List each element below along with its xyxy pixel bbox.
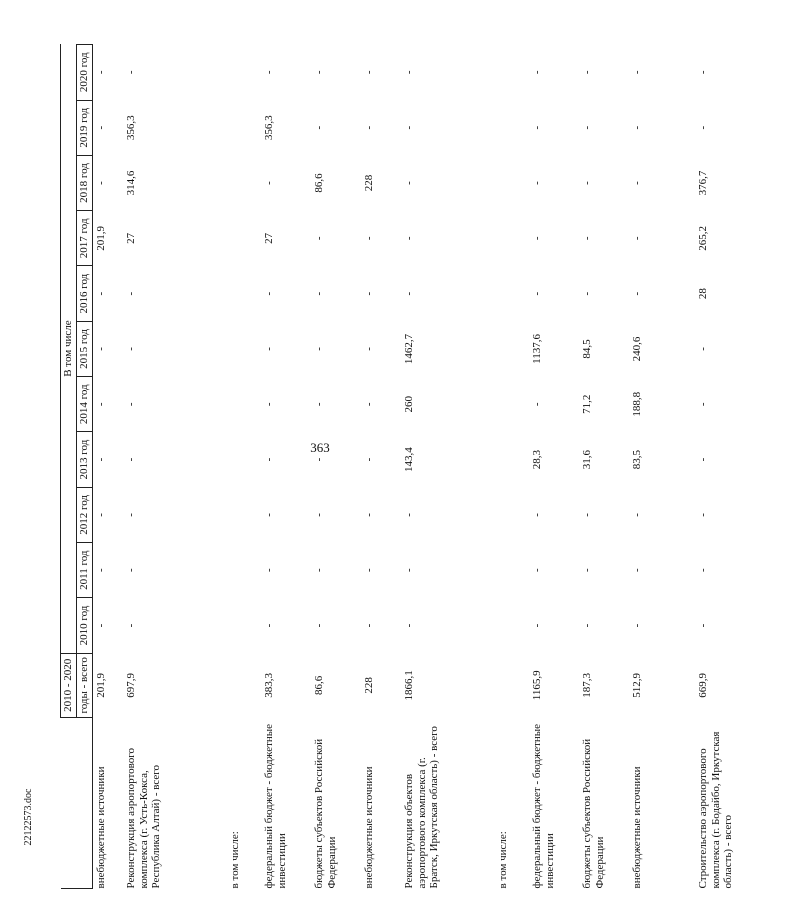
row-value-2020-год: - [361,45,401,101]
row-value-2019-год: - [629,100,695,155]
rotated-table-container [60,19,620,889]
row-value-2017-год: 27 [261,211,311,266]
row-value-2010-год: - [93,598,124,653]
row-total: 1165,9 [529,653,579,717]
row-value-2015-год: 84,5 [579,321,629,376]
row-value-2019-год: - [579,100,629,155]
row-value-2012-год [227,487,261,542]
row-value-2019-год: - [401,100,495,155]
row-value-2010-год: - [579,598,629,653]
row-value-2013-год: 83,5 [629,432,695,487]
header-total-line1: 2010 - 2020 [61,653,77,717]
row-value-2020-год: - [123,45,227,101]
row-value-2018-год: - [93,155,124,210]
table-row [311,45,361,889]
row-total: 669,9 [695,653,789,717]
table-row [123,45,227,889]
row-value-2020-год [227,45,261,101]
row-value-2013-год: 28,3 [529,432,579,487]
row-value-2018-год: 86,6 [311,155,361,210]
row-total: 383,3 [261,653,311,717]
row-total: 512,9 [629,653,695,717]
row-value-2013-год: - [261,432,311,487]
row-value-2015-год: - [93,321,124,376]
row-value-2013-год: 31,6 [579,432,629,487]
table-row [629,45,695,889]
row-label: в том числе: [227,718,261,889]
row-value-2012-год: - [579,487,629,542]
row-value-2017-год [495,211,529,266]
row-value-2015-год [227,321,261,376]
row-value-2019-год: - [93,100,124,155]
row-value-2017-год: - [579,211,629,266]
row-value-2013-год: - [93,432,124,487]
row-value-2010-год [495,598,529,653]
row-value-2016-год: - [123,266,227,321]
row-value-2017-год: 27 [123,211,227,266]
row-total: 1866,1 [401,653,495,717]
row-value-2013-год: - [695,432,789,487]
row-value-2015-год: 1462,7 [401,321,495,376]
row-value-2016-год: - [311,266,361,321]
row-value-2014-год: 260 [401,377,495,432]
row-value-2014-год: - [361,377,401,432]
row-label: бюджеты субъектов Российской Федерации [579,718,629,889]
row-value-2014-год: - [261,377,311,432]
header-year: 2015 год [77,321,93,376]
table-row [401,45,495,889]
row-value-2019-год [495,100,529,155]
row-value-2018-год: - [579,155,629,210]
row-value-2011-год: - [579,543,629,598]
row-value-2011-год: - [401,543,495,598]
row-value-2013-год: - [123,432,227,487]
row-value-2017-год: - [629,211,695,266]
row-total [495,653,529,717]
row-value-2014-год [227,377,261,432]
row-value-2013-год [227,432,261,487]
row-value-2012-год: - [123,487,227,542]
row-value-2014-год: - [695,377,789,432]
row-value-2015-год: - [311,321,361,376]
row-value-2012-год: - [93,487,124,542]
header-year: 2020 год [77,45,93,101]
row-value-2010-год: - [529,598,579,653]
footer-document-code: 22122573.doc [23,717,37,917]
table-row [695,45,789,889]
row-value-2018-год: 314,6 [123,155,227,210]
row-label: федеральный бюджет - бюджетные инвестиции [261,718,311,889]
header-year: 2018 год [77,155,93,210]
row-value-2019-год: - [529,100,579,155]
row-value-2014-год: - [93,377,124,432]
row-value-2011-год: - [261,543,311,598]
row-label: Строительство аэропортового комплекса (г. Бодайбо, Иркутская область) - всего [695,718,789,889]
row-value-2020-год: - [529,45,579,101]
row-value-2019-год: 356,3 [261,100,311,155]
row-label: бюджеты субъектов Российской Федерации [311,718,361,889]
row-value-2011-год: - [529,543,579,598]
row-value-2016-год: - [401,266,495,321]
row-value-2010-год: - [123,598,227,653]
row-value-2016-год: 28 [695,266,789,321]
row-value-2019-год [227,100,261,155]
row-value-2010-год: - [361,598,401,653]
row-value-2017-год: - [401,211,495,266]
row-value-2014-год: - [123,377,227,432]
table-body [93,45,789,889]
header-year: 2013 год [77,432,93,487]
row-value-2015-год: - [695,321,789,376]
header-blank [61,718,93,889]
table-row [495,45,529,889]
row-total [227,653,261,717]
row-value-2010-год: - [629,598,695,653]
header-year: 2011 год [77,543,93,598]
row-value-2017-год: 265,2 [695,211,789,266]
row-value-2018-год [227,155,261,210]
row-total: 187,3 [579,653,629,717]
row-value-2020-год: - [93,45,124,101]
row-value-2011-год: - [93,543,124,598]
row-label: внебюджетные источники [361,718,401,889]
row-total: 86,6 [311,653,361,717]
row-value-2014-год: - [529,377,579,432]
header-year: 2014 год [77,377,93,432]
row-value-2011-год: - [629,543,695,598]
row-value-2012-год: - [261,487,311,542]
row-value-2016-год [495,266,529,321]
row-value-2015-год: - [361,321,401,376]
row-value-2010-год [227,598,261,653]
row-value-2010-год: - [401,598,495,653]
row-value-2018-год: - [529,155,579,210]
row-label: в том числе: [495,718,529,889]
table-row [579,45,629,889]
row-value-2010-год: - [695,598,789,653]
row-value-2014-год: - [311,377,361,432]
row-value-2017-год: - [361,211,401,266]
row-value-2012-год: - [629,487,695,542]
row-value-2018-год [495,155,529,210]
table-row [529,45,579,889]
row-value-2014-год: 71,2 [579,377,629,432]
row-value-2011-год [227,543,261,598]
row-value-2012-год: - [695,487,789,542]
row-value-2010-год: - [311,598,361,653]
row-value-2015-год [495,321,529,376]
row-value-2017-год: - [529,211,579,266]
row-value-2013-год: - [361,432,401,487]
row-value-2013-год: 143,4 [401,432,495,487]
row-value-2018-год: - [261,155,311,210]
row-value-2019-год: 356,3 [123,100,227,155]
row-label: Реконструкция объектов аэропортового комплекса (г. Братск, Иркутская область) - всего [401,718,495,889]
row-value-2017-год: - [311,211,361,266]
row-value-2011-год [495,543,529,598]
row-value-2020-год: - [629,45,695,101]
row-value-2011-год: - [361,543,401,598]
table-row [261,45,311,889]
header-year: 2016 год [77,266,93,321]
table-row [227,45,261,889]
row-value-2012-год: - [529,487,579,542]
row-total: 201,9 [93,653,124,717]
row-value-2018-год: - [629,155,695,210]
row-label: внебюджетные источники [629,718,695,889]
page-number: 363 [0,440,640,456]
row-value-2020-год [495,45,529,101]
row-value-2011-год: - [123,543,227,598]
row-value-2019-год: - [311,100,361,155]
row-value-2016-год: - [529,266,579,321]
row-value-2020-год: - [261,45,311,101]
row-label: федеральный бюджет - бюджетные инвестиции [529,718,579,889]
row-value-2014-год [495,377,529,432]
row-value-2020-год: - [311,45,361,101]
row-value-2019-год: - [695,100,789,155]
row-value-2010-год: - [261,598,311,653]
row-value-2012-год: - [361,487,401,542]
row-value-2020-год: - [695,45,789,101]
row-value-2014-год: 188,8 [629,377,695,432]
header-row-1 [61,45,77,889]
row-value-2016-год: - [93,266,124,321]
row-value-2016-год [227,266,261,321]
row-value-2018-год: - [401,155,495,210]
row-total: 228 [361,653,401,717]
row-value-2012-год [495,487,529,542]
row-label: внебюджетные источники [93,718,124,889]
row-value-2011-год: - [311,543,361,598]
header-in-that-number: В том числе [61,45,77,654]
row-value-2016-год: - [579,266,629,321]
table-row [93,45,124,889]
header-year: 2017 год [77,211,93,266]
header-year: 2010 год [77,598,93,653]
row-value-2016-год: - [361,266,401,321]
row-value-2015-год: - [123,321,227,376]
row-value-2016-год: - [629,266,695,321]
row-value-2017-год [227,211,261,266]
row-value-2018-год: 228 [361,155,401,210]
row-value-2012-год: - [401,487,495,542]
row-value-2020-год: - [401,45,495,101]
table-row [361,45,401,889]
row-value-2013-год [495,432,529,487]
header-year: 2019 год [77,100,93,155]
row-value-2016-год: - [261,266,311,321]
header-year: 2012 год [77,487,93,542]
row-value-2015-год: 240,6 [629,321,695,376]
row-value-2012-год: - [311,487,361,542]
row-value-2013-год: - [311,432,361,487]
row-value-2019-год: - [361,100,401,155]
row-label: Реконструкция аэропортового комплекса (г. Усть-Кокса, Республика Алтай) - всего [123,718,227,889]
row-value-2020-год: - [579,45,629,101]
header-total-line2: годы - всего [77,653,93,717]
row-value-2011-год: - [695,543,789,598]
row-value-2015-год: 1137,6 [529,321,579,376]
budget-table [60,44,789,889]
row-total: 697,9 [123,653,227,717]
row-value-2017-год: 201,9 [93,211,124,266]
row-value-2015-год: - [261,321,311,376]
row-value-2018-год: 376,7 [695,155,789,210]
